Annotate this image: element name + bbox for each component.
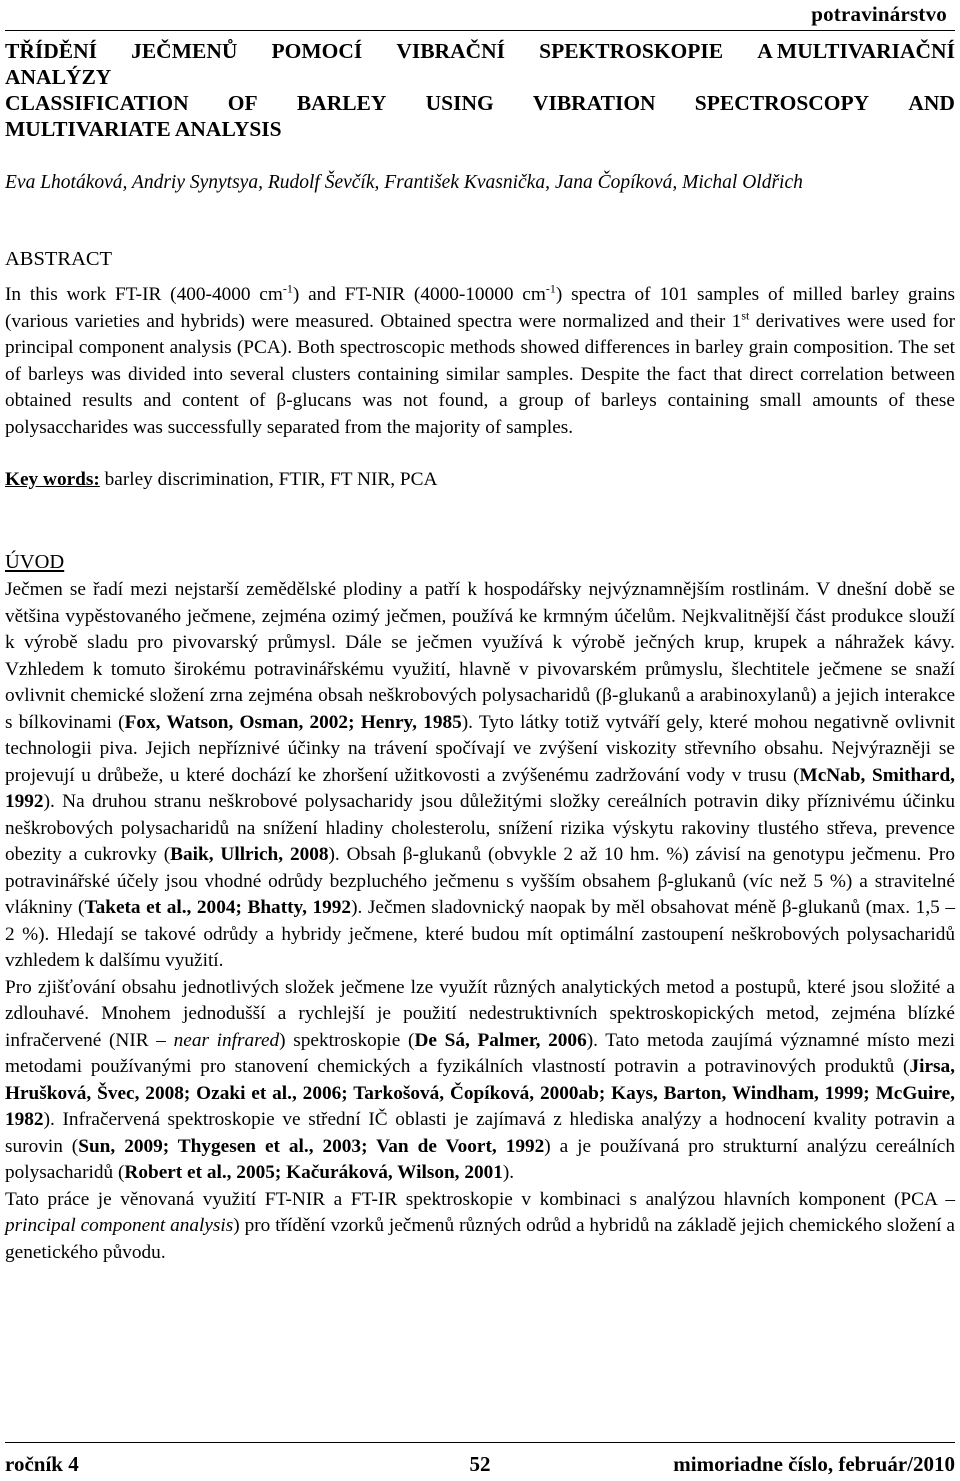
intro-paragraph-2: Pro zjišťování obsahu jednotlivých složek ječmene lze využít různých analytických metod a postupů, které jsou složité a zdlouhavé. Mnohem jednodušší a rychlejší je použití nedestruktivních spektroskopických metod, zejména blízké infračervené (NIR – near infrared) spektroskopie (De Sá, Palmer, 2006). Tato metoda zaujímá významné místo mezi metodami používanými pro stanovení chemických a fyzikálních vlastností potravin a potravinových produktů (Jirsa, Hrušková, Švec, 2008; Ozaki et al., 2006; Tarkošová, Čopíková, 2000ab; Kays, Barton, Windham, 1999; McGuire, 1982). Infračervená spektroskopie ve střední IČ oblasti je zajímavá z hlediska analýzy a hodnocení kvality potravin a surovin (Sun, 2009; Thygesen et al., 2003; Van de Voort, 1992) a je používaná pro strukturní analýzu cereálních polysacharidů (Robert et al., 2005; Kačuráková, Wilson, 2001). xyxy=(5,976,955,1183)
footer-volume: ročník 4 xyxy=(5,1452,79,1476)
title-cz-line-1 xyxy=(5,38,955,64)
keywords-label: Key words: xyxy=(5,469,100,490)
title-word: OF xyxy=(227,91,258,115)
footer-rule xyxy=(5,1442,955,1443)
title-word: A MULTIVARIAČNÍ xyxy=(757,39,955,63)
abstract-text: In this work FT-IR (400-4000 $cm^{-1}$) and FT-NIR (4000-10000 $cm^{-1}$) spectra of 101 samples of milled barley grains (various varieties and hybrids) were measured. Obtained spectra were normalized and their 1st derivatives were used for principal component analysis (PCA). Both spectroscopic methods showed differences in barley grain composition. The set of barleys was divided into several clusters containing similar samples. Despite the fact that direct correlation between obtained results and content of β-glucans was not found, a group of barleys containing small amounts of these polysaccharides was successfully separated from the majority of samples. xyxy=(5,281,956,438)
author-list: Eva Lhotáková, Andriy Synytsya, Rudolf Ševčík, František Kvasnička, Jana Čopíková, Michal Oldřich xyxy=(5,172,803,193)
title-word: AND xyxy=(908,91,955,115)
title-en-line-1 xyxy=(5,90,955,116)
title-cz-line-2: ANALÝZY xyxy=(5,65,112,89)
title-word: JEČMENŮ xyxy=(131,39,238,63)
footer-issue: mimoriadne číslo, február/2010 xyxy=(673,1452,955,1476)
keywords xyxy=(5,467,955,494)
abstract-heading: ABSTRACT xyxy=(5,248,113,270)
intro-paragraph-1: Ječmen se řadí mezi nejstarší zemědělské plodiny a patří k hospodářsky nejvýznamnějším rostlinám. V dnešní době se většina vypěstovaného ječmene, zejména ozimý ječmen, používá ke krmným účelům. Nejkvalitnější část produkce slouží k výrobě sladu pro pivovarský průmysl. Dále se ječmen využívá k výrobě ječných krup, krupek a náhražek kávy. Vzhledem k tomuto širokému potravinářskému využití, hlavně v pivovarském průmyslu, šlechtitele ječmene se snaží ovlivnit chemické složení zrna zejména obsah neškrobových polysacharidů (β-glukanů a arabinoxylanů) a jejich interakce s bílkovinami (Fox, Watson, Osman, 2002; Henry, 1985). Tyto látky totiž vytváří gely, které mohou negativně ovlivnit technologii piva. Jejich nepříznivé účinky na trávení spočívají ve zvýšení viskozity střevního obsahu. Nejvýrazněji se projevují u drůbeže, u které dochází ke zhoršení užitkovosti a zvýšenému zadržování vody v trusu (McNab, Smithard, 1992). Na druhou stranu neškrobové polysacharidy jsou důležitými složky cereálních potravin diky příznivému účinku neškrobových polysacharidů na snížení hladiny cholesterolu, snížení rizika výskytu rakoviny tlustého střeva, prevence obezity a cukrovky (Baik, Ullrich, 2008). Obsah β-glukanů (obvykle 2 až 10 hm. %) závisí na genotypu ječmenu. Pro potravinářské účely jsou vhodné odrůdy bezpluchého ječmenu s vyšším obsahem β-glukanů (víc než 5 %) a stravitelné vlákniny (Taketa et al., 2004; Bhatty, 1992). Ječmen sladovnický naopak by měl obsahovat méně β-glukanů (max. 1,5 – 2 %). Hledají se takové odrůdy a hybridy ječmene, které budou mít optimální zastoupení neškrobových polysacharidů vzhledem k dalšímu využití. xyxy=(5,579,956,971)
title-word: VIBRATION xyxy=(532,91,656,115)
title-word: USING xyxy=(425,91,494,115)
title-word: VIBRAČNÍ xyxy=(396,39,506,63)
title-word: SPEKTROSKOPIE xyxy=(539,39,724,63)
title-word: TŘÍDĚNÍ xyxy=(5,39,97,63)
title-word: BARLEY xyxy=(296,91,387,115)
intro-paragraph-3: Tato práce je věnovaná využití FT-NIR a FT-IR spektroskopie v kombinaci s analýzou hlavních komponent (PCA – principal component analysis) pro třídění vzorků ječmenů různých odrůd a hybridů na základě jejich chemického složení a genetického původu. xyxy=(5,1188,955,1263)
uvod-heading: ÚVOD xyxy=(5,551,65,573)
journal-name: potravinárstvo xyxy=(811,2,947,26)
title-word: CLASSIFICATION xyxy=(5,91,189,115)
title-word: POMOCÍ xyxy=(271,39,363,63)
paper-title xyxy=(5,38,955,142)
title-word: SPECTROSCOPY xyxy=(694,91,870,115)
page-footer xyxy=(5,1452,955,1477)
intro-body xyxy=(5,577,955,1266)
keywords-list: barley discrimination, FTIR, FT NIR, PCA xyxy=(99,469,438,490)
header-rule xyxy=(5,30,955,31)
page-number: 52 xyxy=(469,1452,491,1476)
title-en-line-2: MULTIVARIATE ANALYSIS xyxy=(5,117,282,141)
